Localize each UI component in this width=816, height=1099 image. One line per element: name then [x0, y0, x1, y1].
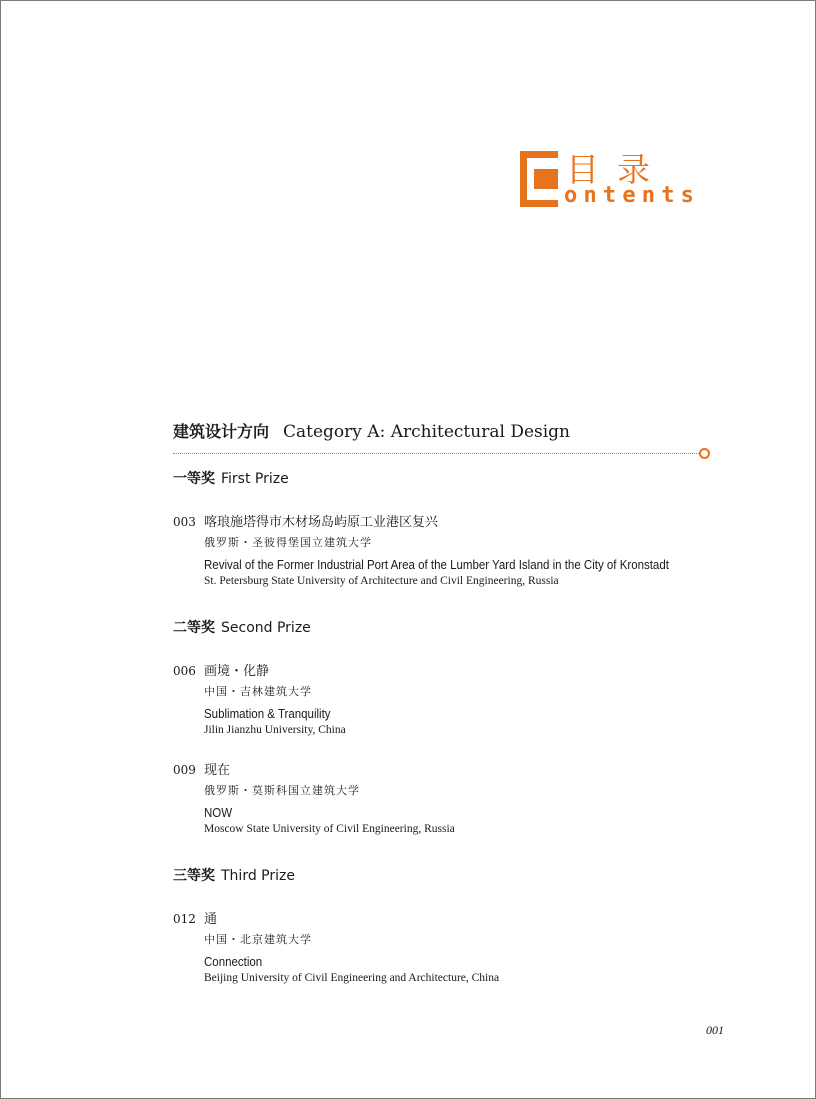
entry-title-en: Connection: [204, 955, 263, 969]
entry-title-cn: 画境・化静: [204, 664, 270, 679]
entry-school-en: Moscow State University of Civil Engineering, Russia: [204, 823, 455, 835]
logo-c-block-icon: [520, 151, 558, 207]
dotted-divider: [173, 453, 701, 454]
prize-cn: 二等奖: [173, 620, 215, 636]
page-number: 001: [706, 1023, 724, 1037]
entry-page-number: 006: [173, 664, 196, 678]
entry-title-en: NOW: [204, 806, 233, 820]
entry-school-en: Jilin Jianzhu University, China: [204, 724, 346, 736]
entry-page-number: 009: [173, 763, 196, 777]
prize-en: First Prize: [221, 471, 289, 487]
entry-school-en: Beijing University of Civil Engineering and Architecture, China: [204, 972, 500, 984]
category-heading: [173, 419, 570, 442]
category-en: Category A: Architectural Design: [283, 422, 570, 442]
prize-heading-third: [173, 865, 295, 885]
divider-end-circle-icon: [699, 448, 710, 459]
entry-title-cn: 喀琅施塔得市木材场岛屿原工业港区复兴: [204, 515, 439, 530]
toc-entry[interactable]: [173, 660, 733, 736]
contents-logo: [520, 150, 720, 212]
entry-school-cn: 俄罗斯・莫斯科国立建筑大学: [204, 784, 360, 797]
prize-cn: 三等奖: [173, 868, 215, 884]
prize-heading-first: [173, 468, 289, 488]
entry-title-en: Sublimation & Tranquility: [204, 707, 331, 721]
toc-entry[interactable]: [173, 511, 733, 587]
category-cn: 建筑设计方向: [173, 422, 270, 441]
entry-title-cn: 通: [204, 912, 218, 927]
toc-entry[interactable]: [173, 908, 733, 984]
title-cn: 目录: [566, 150, 668, 189]
entry-school-cn: 中国・北京建筑大学: [204, 933, 312, 946]
entry-school-cn: 俄罗斯・圣彼得堡国立建筑大学: [204, 536, 372, 549]
title-en: ontents: [564, 183, 701, 208]
entry-page-number: 003: [173, 515, 196, 529]
prize-cn: 一等奖: [173, 471, 215, 487]
prize-en: Third Prize: [221, 868, 295, 884]
prize-heading-second: [173, 617, 311, 637]
toc-entry[interactable]: [173, 759, 733, 835]
entry-title-cn: 现在: [204, 763, 231, 778]
entry-title-en: Revival of the Former Industrial Port Area of the Lumber Yard Island in the City of Kronstadt: [204, 558, 669, 572]
prize-en: Second Prize: [221, 620, 311, 636]
entry-school-cn: 中国・吉林建筑大学: [204, 685, 312, 698]
entry-page-number: 012: [173, 912, 196, 926]
entry-school-en: St. Petersburg State University of Architecture and Civil Engineering, Russia: [204, 575, 559, 587]
